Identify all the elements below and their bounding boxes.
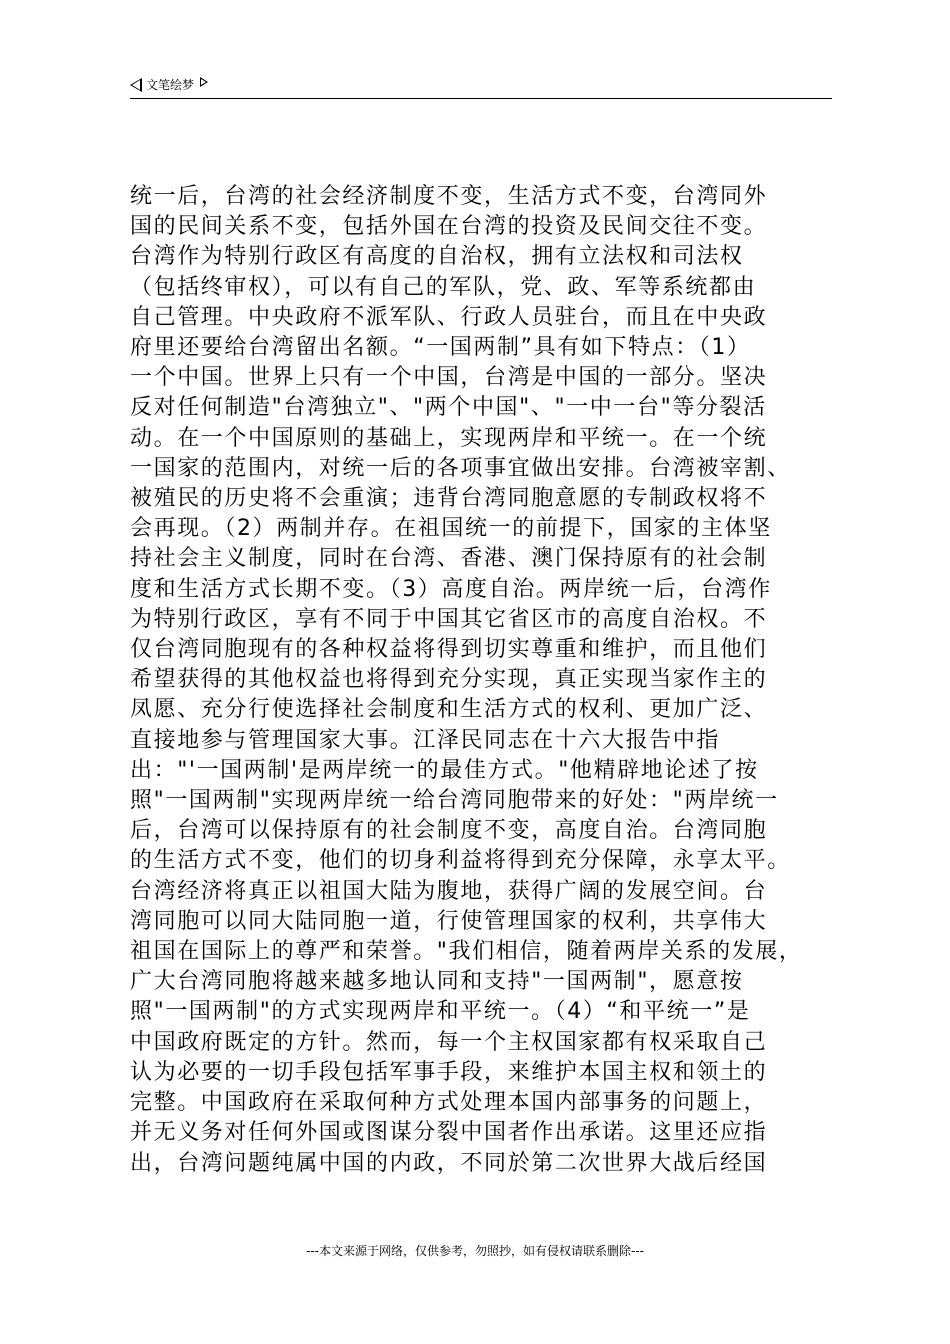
footer-disclaimer: ---本文来源于网络，仅供参考，勿照抄，如有侵权请联系删除--- <box>306 1244 644 1258</box>
triangle-left-outline-icon <box>130 78 142 92</box>
triangle-right-outline-icon <box>200 77 208 87</box>
body-paragraph: 统一后，台湾的社会经济制度不变，生活方式不变，台湾同外 国的民间关系不变，包括外国在台湾的投资及民间交往不变。 台湾作为特别行政区有高度的自治权，拥有立法权和司法权 （包括终审权），可以有自己的军队，党、政、军等系统都由 自己管理。中央政府不派军队、行政人员驻台，而且在中央政 府里还要给台湾留出名额。“一国两制”具有如下特点：（1） 一个中国。世界上只有一个中国，台湾是中国的一部分。坚决 反对任何制造"台湾独立"、"两个中国"、"一中一台"等分裂活 动。在一个中国原则的基础上，实现两岸和平统一。在一个统 一国家的范围内，对统一后的各项事宜做出安排。台湾被宰割、 被殖民的历史将不会重演；违背台湾同胞意愿的专制政权将不 会再现。（2）两制并存。在祖国统一的前提下，国家的主体坚 持社会主义制度，同时在台湾、香港、澳门保持原有的社会制 度和生活方式长期不变。（3）高度自治。两岸统一后，台湾作 为特别行政区，享有不同于中国其它省区市的高度自治权。不 仅台湾同胞现有的各种权益将得到切实尊重和维护，而且他们 希望获得的其他权益也将得到充分实现，真正实现当家作主的 凤愿、充分行使选择社会制度和生活方式的权利、更加广泛、 直接地参与管理国家大事。江泽民同志在十六大报告中指 出："'一国两制'是两岸统一的最佳方式。"他精辟地论述了按 照"一国两制"实现两岸统一给台湾同胞带来的好处："两岸统一 后，台湾可以保持原有的社会制度不变，高度自治。台湾同胞 的生活方式不变，他们的切身利益将得到充分保障，永享太平。 台湾经济将真正以祖国大陆为腹地，获得广阔的发展空间。台 湾同胞可以同大陆同胞一道，行使管理国家的权利，共享伟大 祖国在国际上的尊严和荣誉。"我们相信，随着两岸关系的发展， 广大台湾同胞将越来越多地认同和支持"一国两制"，愿意按 照"一国两制"的方式实现两岸和平统一。（4）“和平统一”是 中国政府既定的方针。然而，每一个主权国家都有权采取自己 认为必要的一切手段包括军事手段，来维护本国主权和领土的 完整。中国政府在采取何种方式处理本国内部事务的问题上， 并无义务对任何外国或图谋分裂中国者作出承诺。这里还应指 出，台湾问题纯属中国的内政，不同於第二次世界大战后经国 <box>130 184 803 1176</box>
header-brand: 文笔绘梦 <box>146 78 195 92</box>
page-header <box>130 74 832 99</box>
header-logo <box>130 76 208 94</box>
